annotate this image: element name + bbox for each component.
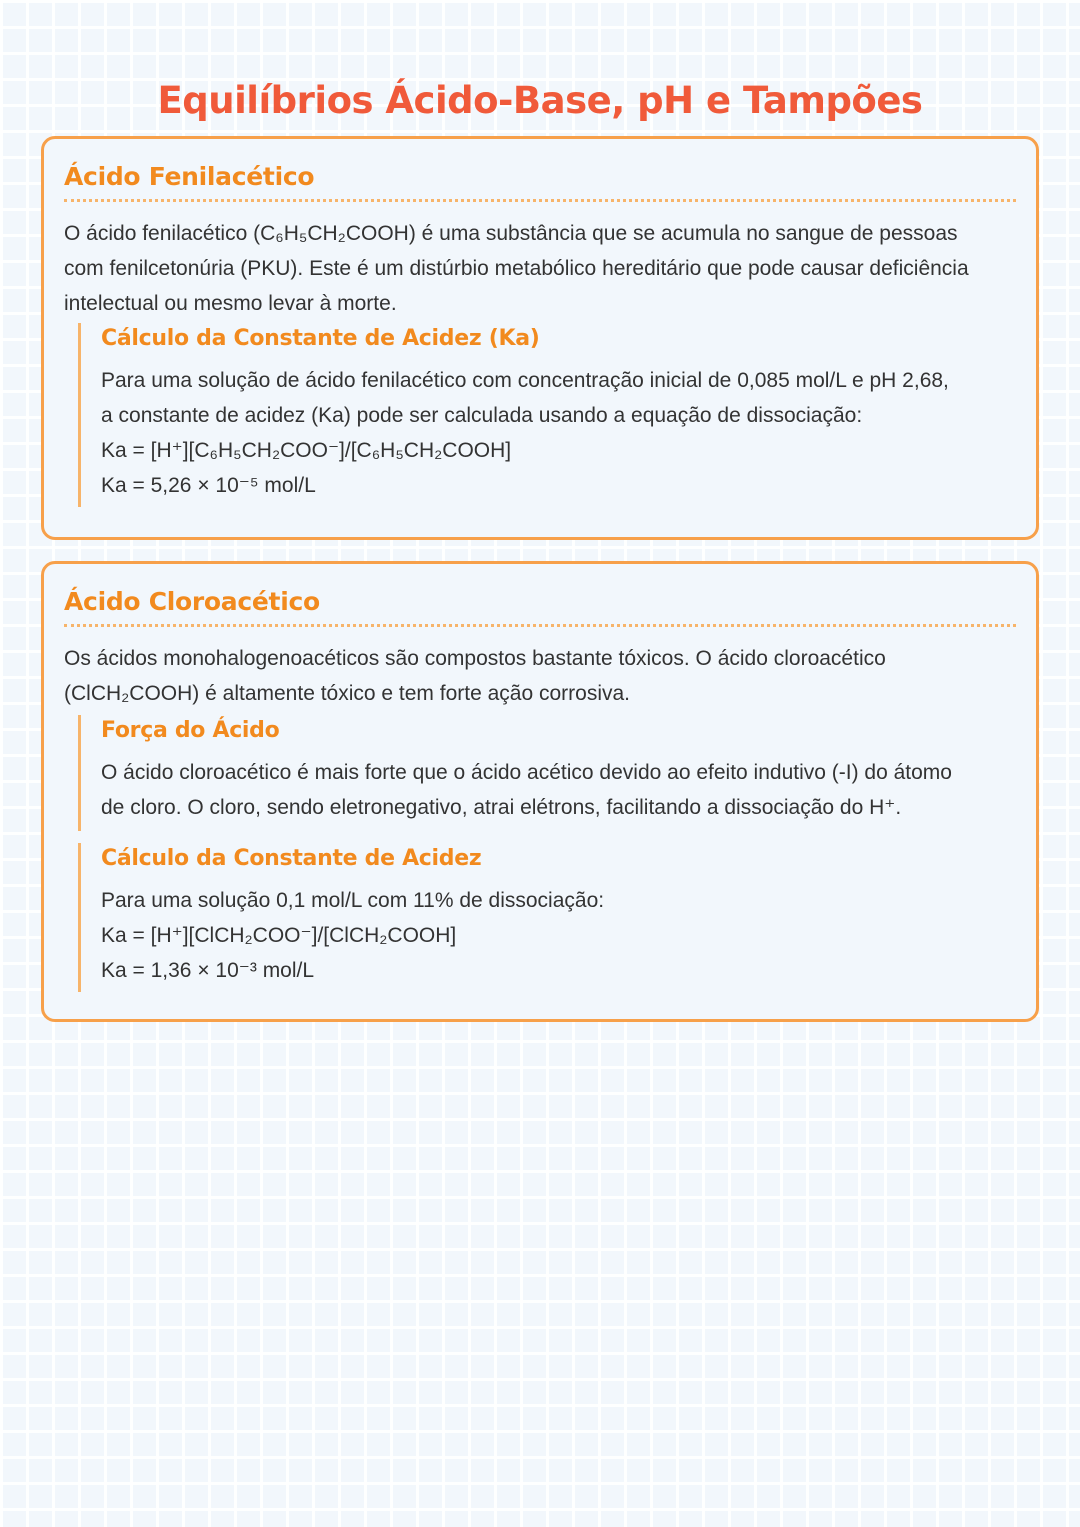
body-line: O ácido cloroacético é mais forte que o ácido acético devido ao efeito indutivo (-I) do átomo [101, 761, 952, 784]
subsection-title: Força do Ácido [101, 718, 280, 743]
formula-line: Ka = [H⁺][ClCH₂COO⁻]/[ClCH₂COOH] [101, 924, 457, 947]
body-line: Para uma solução de ácido fenilacético com concentração inicial de 0,085 mol/L e pH 2,68, [101, 369, 949, 392]
intro-line: Os ácidos monohalogenoacéticos são compostos bastante tóxicos. O ácido cloroacético [64, 647, 886, 670]
section-title: Ácido Cloroacético [64, 584, 1016, 627]
subsection-body [101, 883, 1016, 988]
intro-line: O ácido fenilacético (C₆H₅CH₂COOH) é uma substância que se acumula no sangue de pessoas [64, 222, 958, 245]
subsection-ka-calculation [78, 843, 1016, 992]
section-intro [64, 216, 1016, 321]
body-line: a constante de acidez (Ka) pode ser calculada usando a equação de dissociação: [101, 404, 863, 427]
body-line: de cloro. O cloro, sendo eletronegativo, atrai elétrons, facilitando a dissociação do H⁺. [101, 796, 902, 819]
result-line: Ka = 5,26 × 10⁻⁵ mol/L [101, 474, 316, 497]
subsection-body [101, 755, 1016, 825]
subsection-ka-calculation [78, 323, 1016, 507]
page-title: Equilíbrios Ácido-Base, pH e Tampões [157, 78, 923, 122]
formula-line: Ka = [H⁺][C₆H₅CH₂COO⁻]/[C₆H₅CH₂COOH] [101, 439, 512, 462]
intro-line: com fenilcetonúria (PKU). Este é um distúrbio metabólico hereditário que pode causar deficiência [64, 257, 969, 280]
subsection-body [101, 363, 1016, 503]
subsection-title: Cálculo da Constante de Acidez [101, 846, 482, 871]
section-card-fenilacetico [41, 136, 1039, 540]
section-intro [64, 641, 1016, 711]
section-card-cloroacetico [41, 561, 1039, 1022]
body-line: Para uma solução 0,1 mol/L com 11% de dissociação: [101, 889, 605, 912]
subsection-acid-strength [78, 715, 1016, 831]
subsection-title: Cálculo da Constante de Acidez (Ka) [101, 326, 540, 351]
section-title: Ácido Fenilacético [64, 159, 1016, 202]
result-line: Ka = 1,36 × 10⁻³ mol/L [101, 959, 315, 982]
intro-line: intelectual ou mesmo levar à morte. [64, 292, 397, 315]
intro-line: (ClCH₂COOH) é altamente tóxico e tem forte ação corrosiva. [64, 682, 631, 705]
